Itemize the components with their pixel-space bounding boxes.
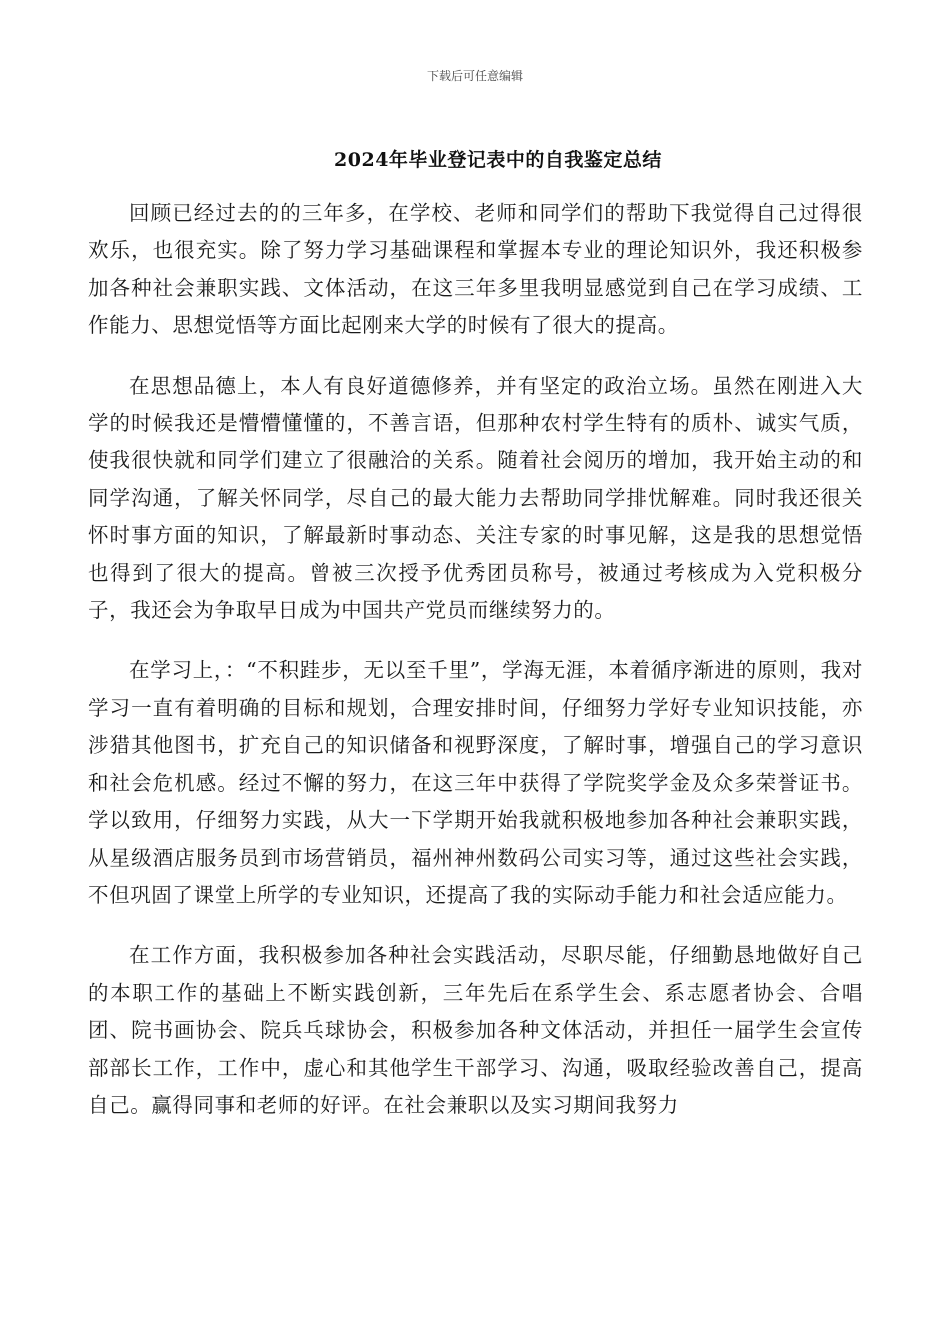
document-title: 2024年毕业登记表中的自我鉴定总结 [334, 149, 662, 171]
paragraph-study: 在学习上，：“不积跬步，无以至千里”，学海无涯，本着循序渐进的原则，我对学习一直有着明确的目标和规划，合理安排时间，仔细努力学好专业知识技能，亦涉猎其他图书，扩充自己的知识储备和视野深度，了解时事，增强自己的学习意识和社会危机感。经过不懈的努力，在这三年中获得了学院奖学金及众多荣誉证书。学以致用，仔细努力实践，从大一下学期开始我就积极地参加各种社会兼职实践，从星级酒店服务员到市场营销员，福州神州数码公司实习等，通过这些社会实践，不但巩固了课堂上所学的专业知识，还提高了我的实际动手能力和社会适应能力。 [88, 658, 863, 907]
paragraph-morality: 在思想品德上，本人有良好道德修养，并有坚定的政治立场。虽然在刚进入大学的时候我还是懵懵懂懂的，不善言语，但那种农村学生特有的质朴、诚实气质，使我很快就和同学们建立了很融洽的关系。随着社会阅历的增加，我开始主动的和同学沟通，了解关怀同学，尽自己的最大能力去帮助同学排忧解难。同时我还很关怀时事方面的知识，了解最新时事动态、关注专家的时事见解，这是我的思想觉悟也得到了很大的提高。曾被三次授予优秀团员称号，被通过考核成为入党积极分子，我还会为争取早日成为中国共产党员而继续努力的。 [88, 373, 863, 623]
header-note: 下载后可任意编辑 [426, 69, 523, 83]
paragraph-review: 回顾已经过去的的三年多，在学校、老师和同学们的帮助下我觉得自己过得很欢乐，也很充实。除了努力学习基础课程和掌握本专业的理论知识外，我还积极参加各种社会兼职实践、文体活动，在这三年多里我明显感觉到自己在学习成绩、工作能力、思想觉悟等方面比起刚来大学的时候有了很大的提高。 [88, 201, 863, 338]
paragraph-work: 在工作方面，我积极参加各种社会实践活动，尽职尽能，仔细勤恳地做好自己的本职工作的基础上不断实践创新，三年先后在系学生会、系志愿者协会、合唱团、院书画协会、院兵乓球协会，积极参加各种文体活动，并担任一届学生会宣传部部长工作，工作中，虚心和其他学生干部学习、沟通，吸取经验改善自己，提高自己。赢得同事和老师的好评。在社会兼职以及实习期间我努力 [88, 943, 863, 1117]
document-body [88, 195, 863, 1147]
